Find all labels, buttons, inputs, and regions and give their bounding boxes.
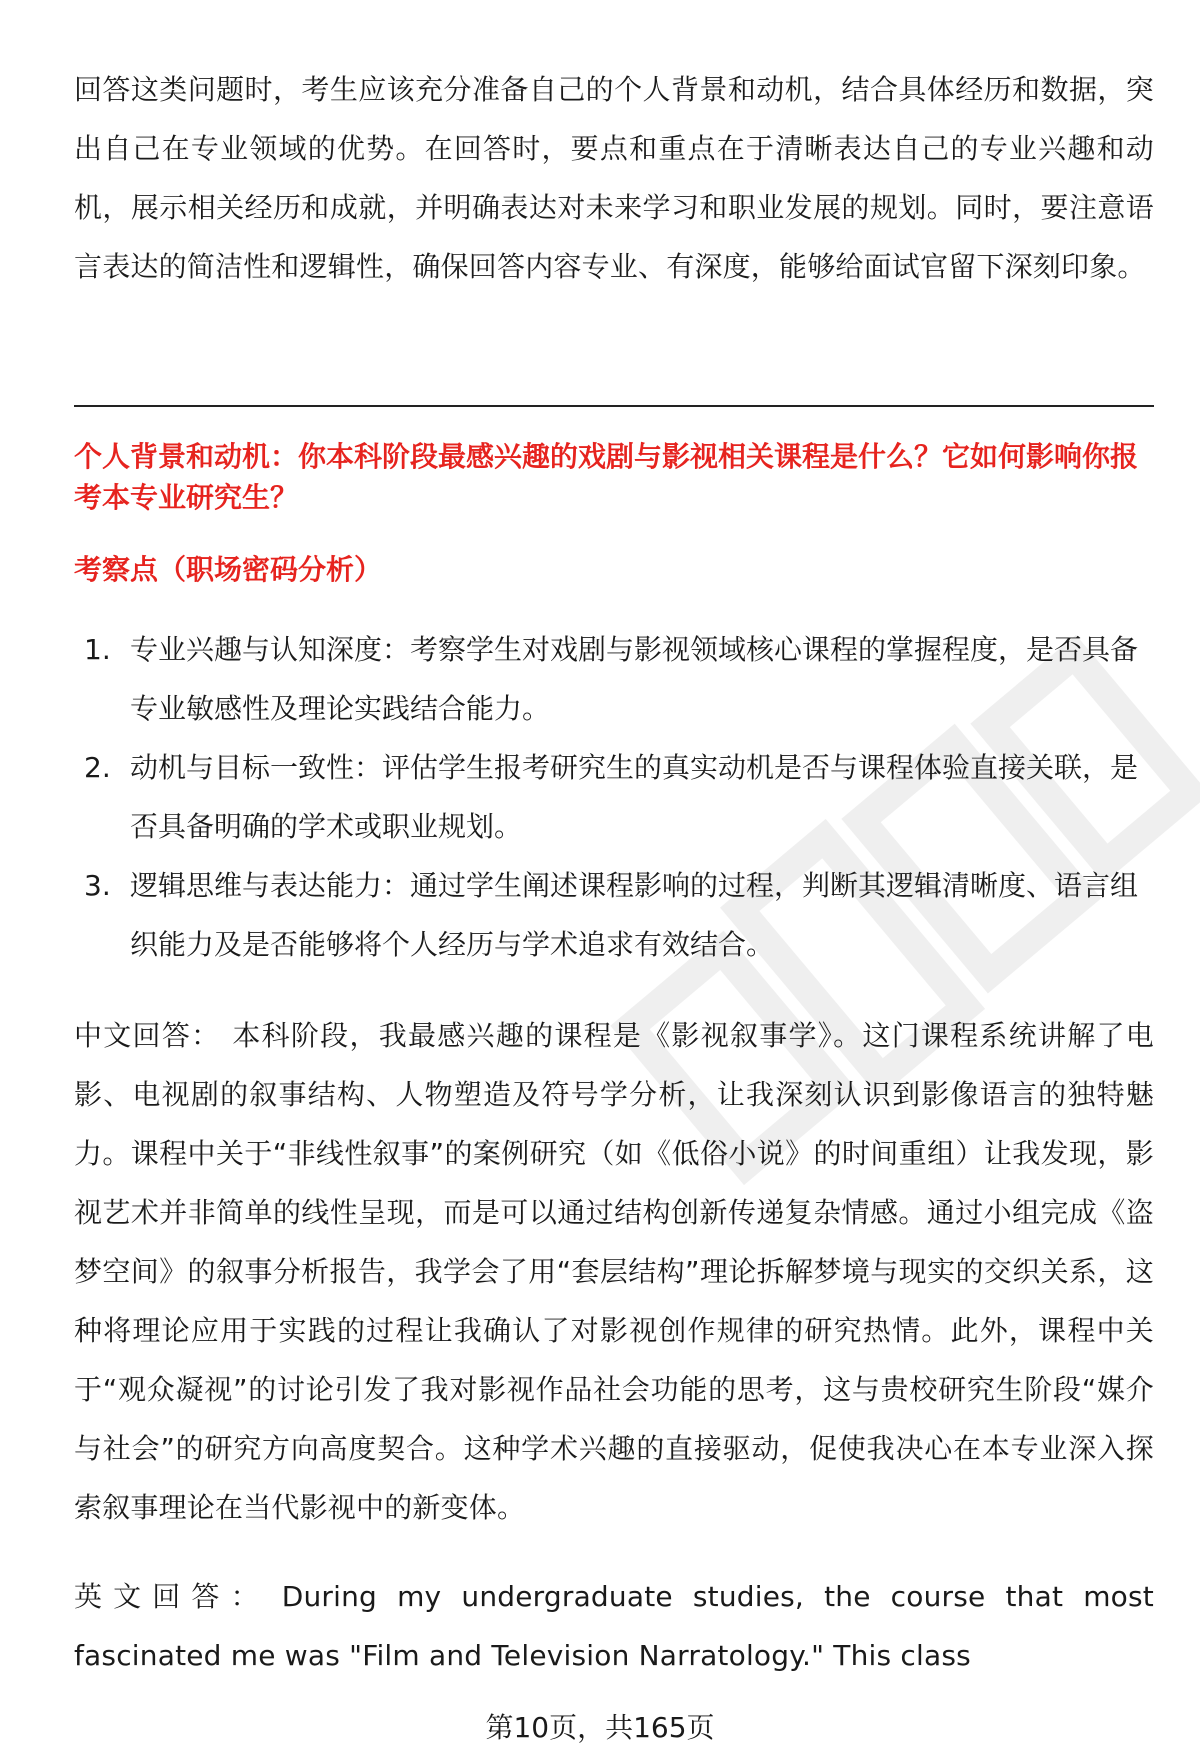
list-item [74, 620, 1154, 738]
list-item [74, 738, 1154, 856]
list-item-number: 2. [84, 751, 111, 784]
english-answer-label: 英文回答： [74, 1580, 270, 1613]
list-item-text: 逻辑思维与表达能力：通过学生阐述课程影响的过程，判断其逻辑清晰度、语言组织能力及是否能够将个人经历与学术追求有效结合。 [130, 869, 1139, 961]
intro-paragraph: 回答这类问题时，考生应该充分准备自己的个人背景和动机，结合具体经历和数据，突出自己在专业领域的优势。在回答时，要点和重点在于清晰表达自己的专业兴趣和动机，展示相关经历和成就，并明确表达对未来学习和职业发展的规划。同时，要注意语言表达的简洁性和逻辑性，确保回答内容专业、有深度，能够给面试官留下深刻印象。 [74, 73, 1154, 283]
chinese-answer-text: 本科阶段，我最感兴趣的课程是《影视叙事学》。这门课程系统讲解了电影、电视剧的叙事结构、人物塑造及符号学分析，让我深刻认识到影像语言的独特魅力。课程中关于“非线性叙事”的案例研究（如《低俗小说》的时间重组）让我发现，影视艺术并非简单的线性呈现，而是可以通过结构创新传递复杂情感。通过小组完成《盗梦空间》的叙事分析报告，我学会了用“套层结构”理论拆解梦境与现实的交织关系，这种将理论应用于实践的过程让我确认了对影视创作规律的研究热情。此外，课程中关于“观众凝视”的讨论引发了我对影视作品社会功能的思考，这与贵校研究生阶段“媒介与社会”的研究方向高度契合。这种学术兴趣的直接驱动，促使我决心在本专业深入探索叙事理论在当代影视中的新变体。 [74, 1019, 1154, 1524]
english-answer-paragraph [74, 1567, 1154, 1685]
english-answer-text: During my undergraduate studies, the course that most fascinated me was "Film and Television Narratology." This class [74, 1580, 1154, 1672]
list-item-text: 专业兴趣与认知深度：考察学生对戏剧与影视领域核心课程的掌握程度，是否具备专业敏感性及理论实践结合能力。 [130, 633, 1139, 725]
chinese-answer-label: 中文回答： [74, 1019, 221, 1052]
list-item-text: 动机与目标一致性：评估学生报考研究生的真实动机是否与课程体验直接关联，是否具备明确的学术或职业规划。 [130, 751, 1139, 843]
list-item-number: 3. [84, 869, 111, 902]
assessment-points-heading: 考察点（职场密码分析） [74, 553, 383, 586]
assessment-points-list [74, 620, 1154, 974]
list-item [74, 856, 1154, 974]
section-divider [74, 405, 1154, 407]
chinese-answer-paragraph [74, 1006, 1154, 1537]
list-item-number: 1. [84, 633, 111, 666]
question-heading: 个人背景和动机：你本科阶段最感兴趣的戏剧与影视相关课程是什么？它如何影响你报考本专业研究生？ [74, 440, 1139, 514]
page-number-footer: 第10页，共165页 [485, 1711, 715, 1744]
